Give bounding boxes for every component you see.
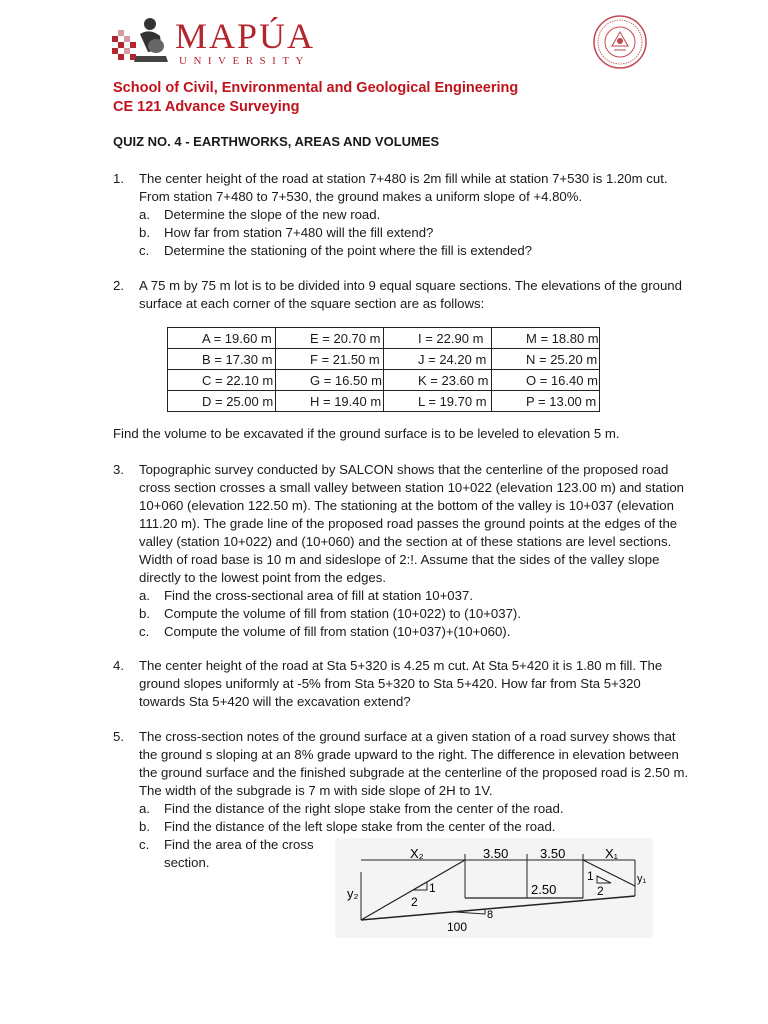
mapua-wordmark	[175, 18, 315, 68]
sub-question: b. Find the distance of the left slope stake from the center of the road.	[139, 819, 556, 834]
table-cell: G = 16.50 m	[276, 370, 384, 391]
table-row	[168, 349, 600, 370]
table-cell: M = 18.80 m	[492, 328, 600, 349]
label-x2: X₂	[410, 846, 424, 861]
table-cell: E = 20.70 m	[276, 328, 384, 349]
table-cell: C = 22.10 m	[168, 370, 276, 391]
table-cell: L = 19.70 m	[384, 391, 492, 412]
label-half-right: 3.50	[540, 846, 566, 861]
table-cell: B = 17.30 m	[168, 349, 276, 370]
question-text-line: 10+060 (elevation 122.50 m). The stationing at the bottom of the valley is 10+037 (elevation	[139, 498, 674, 513]
sub-question: c. Compute the volume of fill from station (10+037)+(10+060).	[139, 624, 511, 639]
question-number: 2.	[113, 278, 124, 293]
question-text-line: the ground surface and the finished subgrade at the centerline of the proposed road is 2.50 m.	[139, 765, 689, 780]
question-text-line: The center height of the road at Sta 5+320 is 4.25 m cut. At Sta 5+420 it is 1.80 m fill. The	[139, 658, 663, 673]
question-text-line: ground slopes uniformly at -5% from Sta 5+320 to Sta 5+420. How far from Sta 5+320	[139, 676, 641, 691]
label-right-slope-h: 2	[597, 884, 604, 898]
question-text-line: the ground s sloping at an 8% grade upward to the right. The difference in elevation between	[139, 747, 679, 762]
question-text-line: The center height of the road at station 7+480 is 2m fill while at station 7+530 is 1.20m cut.	[139, 171, 668, 186]
table-row	[168, 370, 600, 391]
question-text-line: directly to the lowest point from the edges.	[139, 570, 387, 585]
question-number: 5.	[113, 729, 124, 744]
table-cell: F = 21.50 m	[276, 349, 384, 370]
question-number: 1.	[113, 171, 124, 186]
question-number: 3.	[113, 462, 124, 477]
table-cell: D = 25.00 m	[168, 391, 276, 412]
label-y1: y₁	[637, 873, 647, 885]
table-row	[168, 391, 600, 412]
question-text-line: surface at each corner of the square section are as follows:	[139, 296, 485, 311]
label-left-slope-h: 2	[411, 895, 418, 909]
label-right-slope-v: 1	[587, 869, 594, 883]
sub-question: a. Find the cross-sectional area of fill at station 10+037.	[139, 588, 473, 603]
elevation-table	[167, 327, 600, 412]
label-grade-rise: 8	[487, 909, 494, 921]
question-text-line: Topographic survey conducted by SALCON shows that the centerline of the proposed road	[139, 462, 669, 477]
label-y2: y₂	[347, 886, 359, 901]
cross-section-diagram	[335, 838, 653, 938]
table-cell: O = 16.40 m	[492, 370, 600, 391]
table-cell: A = 19.60 m	[168, 328, 276, 349]
label-x1: X₁	[605, 846, 619, 861]
sub-question: b. Compute the volume of fill from station (10+022) to (10+037).	[139, 606, 521, 621]
question-text-line: 111.20 m). The grade line of the proposed road passes the ground points at the edges of the	[139, 516, 678, 531]
question-text-line: From station 7+480 to 7+530, the ground makes a uniform slope of +4.80%.	[139, 189, 583, 204]
table-cell: K = 23.60 m	[384, 370, 492, 391]
sub-question-continuation: section.	[164, 855, 210, 870]
question-text-line: Width of road base is 10 m and sideslope of 2:!. Assume that the sides of the valley slope	[139, 552, 660, 567]
label-center-height: 2.50	[531, 882, 557, 897]
table-cell: I = 22.90 m	[384, 328, 492, 349]
question-text-line: valley (station 10+022) and (10+060) and the section at of these stations are level sections.	[139, 534, 672, 549]
question-text-line: The width of the subgrade is 7 m with side slope of 2H to 1V.	[139, 783, 493, 798]
label-grade-run: 100	[447, 920, 468, 934]
question-text-line: A 75 m by 75 m lot is to be divided into 9 equal square sections. The elevations of the ground	[139, 278, 682, 293]
table-cell: H = 19.40 m	[276, 391, 384, 412]
table-cell: N = 25.20 m	[492, 349, 600, 370]
course-name: CE 121 Advance Surveying	[113, 99, 300, 115]
quiz-title: QUIZ NO. 4 - EARTHWORKS, AREAS AND VOLUMES	[113, 134, 440, 149]
sub-question: a. Find the distance of the right slope stake from the center of the road.	[139, 801, 564, 816]
university-subtitle: UNIVERSITY	[179, 55, 310, 67]
table-row	[168, 328, 600, 349]
sub-question: a. Determine the slope of the new road.	[139, 207, 381, 222]
university-name: MAPÚA	[175, 16, 316, 56]
label-left-slope-v: 1	[429, 881, 436, 895]
school-name: School of Civil, Environmental and Geological Engineering	[113, 80, 519, 96]
sub-question: b. How far from station 7+480 will the fill extend?	[139, 225, 434, 240]
question-2-instruction: Find the volume to be excavated if the ground surface is to be leveled to elevation 5 m.	[113, 426, 620, 441]
question-text-line: The cross-section notes of the ground surface at a given station of a road survey shows that	[139, 729, 676, 744]
sub-question: c. Find the area of the cross	[139, 837, 314, 852]
table-cell: J = 24.20 m	[384, 349, 492, 370]
question-text-line: cross section crosses a small valley between station 10+022 (elevation 123.00 m) and station	[139, 480, 685, 495]
question-text-line: towards Sta 5+420 will the excavation extend?	[139, 694, 411, 709]
mapua-logo-figure-icon	[110, 16, 172, 64]
table-cell: P = 13.00 m	[492, 391, 600, 412]
question-number: 4.	[113, 658, 124, 673]
label-half-left: 3.50	[483, 846, 509, 861]
sub-question: c. Determine the stationing of the point where the fill is extended?	[139, 243, 533, 258]
university-seal-icon	[592, 14, 648, 70]
school-heading	[113, 79, 518, 117]
